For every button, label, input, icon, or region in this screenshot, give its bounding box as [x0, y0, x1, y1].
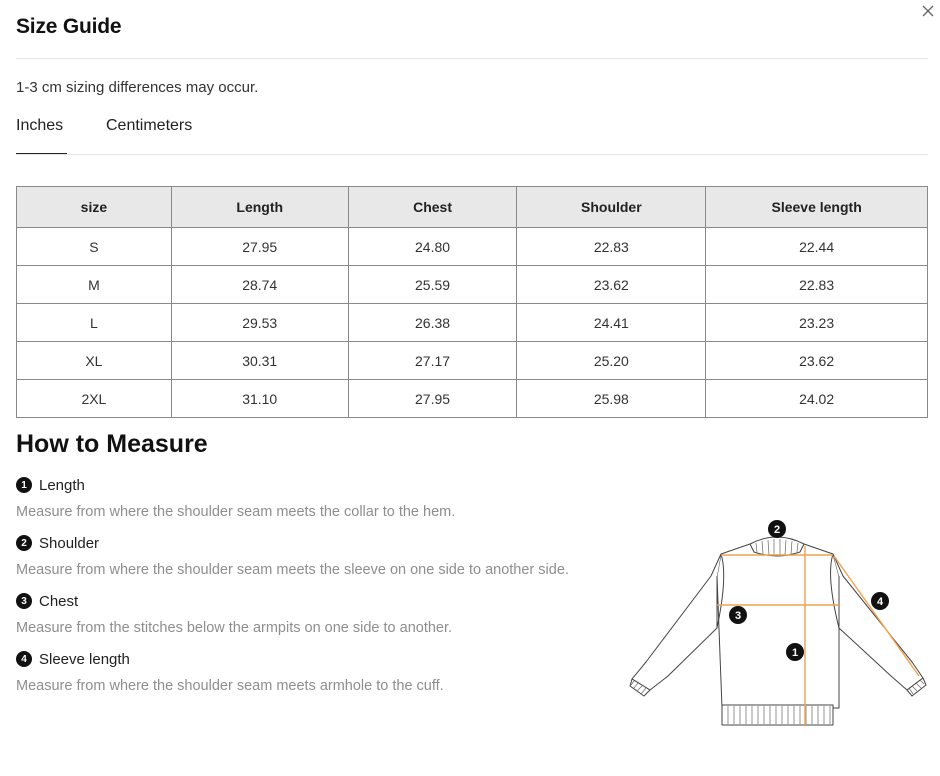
table-cell: 23.62 — [706, 342, 928, 380]
table-cell: 22.83 — [517, 228, 706, 266]
table-cell: 25.59 — [348, 266, 517, 304]
measure-label: Shoulder — [39, 534, 100, 552]
table-cell: 22.83 — [706, 266, 928, 304]
table-cell: 28.74 — [171, 266, 348, 304]
table-header-chest: Chest — [348, 187, 517, 228]
table-cell: 26.38 — [348, 304, 517, 342]
table-header-length: Length — [171, 187, 348, 228]
measure-description: Measure from where the shoulder seam meets the sleeve on one side to another side. — [16, 562, 569, 578]
table-cell: 2XL — [17, 380, 172, 418]
number-badge-icon: 2 — [16, 535, 32, 551]
table-row — [17, 266, 928, 304]
svg-text:3: 3 — [734, 610, 742, 622]
table-cell: 23.62 — [517, 266, 706, 304]
svg-text:1: 1 — [791, 647, 799, 659]
table-cell: 23.23 — [706, 304, 928, 342]
measure-description: Measure from where the shoulder seam meets the collar to the hem. — [16, 504, 456, 520]
svg-text:4: 4 — [876, 596, 884, 608]
table-row — [17, 228, 928, 266]
table-cell: S — [17, 228, 172, 266]
table-cell: 24.02 — [706, 380, 928, 418]
tabs-divider — [16, 154, 928, 155]
number-badge-icon: 4 — [16, 651, 32, 667]
tab-inches[interactable]: Inches — [16, 117, 67, 155]
table-cell: 27.17 — [348, 342, 517, 380]
close-button[interactable] — [919, 2, 937, 20]
table-cell: 27.95 — [171, 228, 348, 266]
measure-item-sleeve-length — [16, 649, 444, 694]
table-cell: M — [17, 266, 172, 304]
table-header-shoulder: Shoulder — [517, 187, 706, 228]
how-to-measure-title: How to Measure — [16, 430, 208, 458]
modal-title: Size Guide — [16, 15, 122, 38]
table-cell: 31.10 — [171, 380, 348, 418]
unit-tabs — [16, 117, 928, 155]
measure-label: Chest — [39, 592, 79, 610]
measure-description: Measure from the stitches below the armpits on one side to another. — [16, 620, 453, 636]
sizing-note: 1-3 cm sizing differences may occur. — [16, 79, 259, 96]
measure-item-shoulder — [16, 533, 569, 578]
table-cell: 27.95 — [348, 380, 517, 418]
measure-item-chest — [16, 591, 452, 636]
table-cell: 24.80 — [348, 228, 517, 266]
number-badge-icon: 3 — [16, 593, 32, 609]
measure-label: Sleeve length — [39, 650, 130, 668]
close-icon — [919, 2, 937, 20]
table-cell: L — [17, 304, 172, 342]
sweater-illustration — [628, 516, 928, 732]
title-divider — [16, 58, 928, 59]
measure-label: Length — [39, 476, 85, 494]
table-cell: 25.98 — [517, 380, 706, 418]
tab-centimeters[interactable]: Centimeters — [106, 117, 193, 134]
table-cell: 29.53 — [171, 304, 348, 342]
table-cell: XL — [17, 342, 172, 380]
table-cell: 24.41 — [517, 304, 706, 342]
table-cell: 22.44 — [706, 228, 928, 266]
svg-text:2: 2 — [773, 524, 781, 536]
table-row — [17, 342, 928, 380]
table-cell: 30.31 — [171, 342, 348, 380]
size-table — [16, 186, 928, 418]
table-row — [17, 380, 928, 418]
table-row — [17, 304, 928, 342]
table-cell: 25.20 — [517, 342, 706, 380]
table-header-row — [17, 187, 928, 228]
table-header-size: size — [17, 187, 172, 228]
table-header-sleeve-length: Sleeve length — [706, 187, 928, 228]
number-badge-icon: 1 — [16, 477, 32, 493]
measure-item-length — [16, 475, 455, 520]
measure-description: Measure from where the shoulder seam meets armhole to the cuff. — [16, 678, 444, 694]
